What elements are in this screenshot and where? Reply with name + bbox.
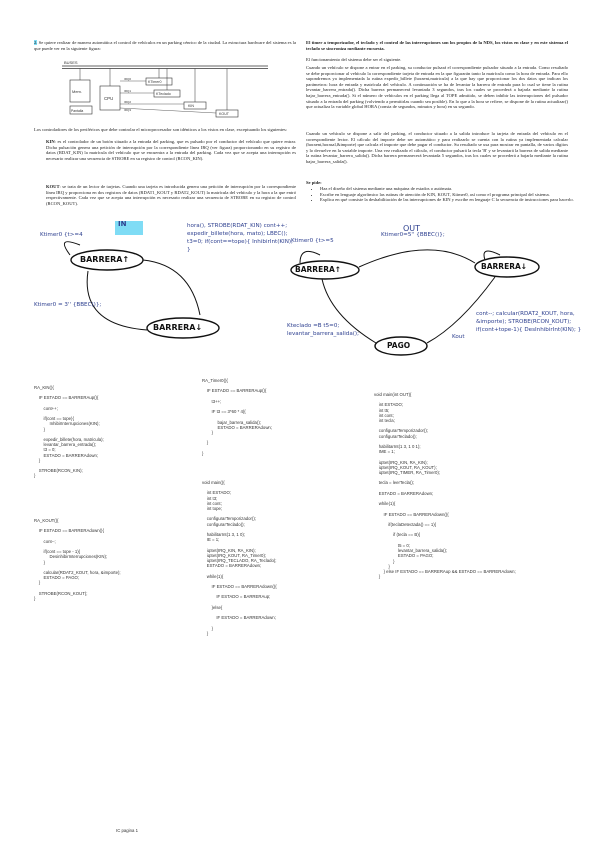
ktimer-out2-note: Ktimer0=5'' {BBEC()}; bbox=[381, 232, 445, 238]
code-timer-rsi: RA_Timer0(){ IF ESTADO == BARRERAup(){ t3++; IF t3 == 3*60 * 4){ bajar_barrera_salida(); ESTADO = BARRERAdown; } } } bbox=[202, 378, 273, 456]
ktimer-out-note: Ktimer0 {t>=5 bbox=[291, 238, 334, 244]
func-title: El funcionamiento del sistema debe ser el siguiente. bbox=[306, 57, 402, 62]
state-pago: PAGO bbox=[387, 341, 411, 350]
code-main-left: void main(){ int ESTADO; int t3; int cont; int tope; configurarTemporizador(); configurarTeclado(); habilitarInt(1 3, 1 0); IE = 1; iqSet(IRQ_KIN, RA_KIN); iqSet(IRQ_KOUT, RA_Timer0); iqSet(IRQ_TECLADO, RA_Teclado); ESTADO = BARRERAdown; while(1){ IF ESTADO == BARRERAdown(){ IF ESTADO = BARRERAup; }else{ IF ESTADO = BARRERAdown; } } bbox=[202, 480, 277, 636]
out-label: OUT bbox=[403, 224, 421, 233]
pide-list bbox=[306, 186, 578, 203]
problem-intro-text: Se quiere realizar de manera automática el control de vehículos en un parking cénrico de la ciudad. La estructura hardware del sistema es la que puede ver en la siguiente figura: bbox=[34, 40, 296, 51]
right-paragraph-1: Cuando un vehículo se dispone a entrar en el parking, su conductor pulsará el correspondiente pulsador situado a la entrada. Como resultado se debe proporcionar al vehículo la correspondiente tarjeta de entrada en la que figurarán tanto la matrícula como la hora de entrada. Para ello supondremos ya implementada la rutina expedir_billete (horaent,matricula) a la que hay que proporcionar los dos datos que indican los parámetros: hora de entrada y matrícula del vehículo. A continuación se ha de levantar la barrera de entrada para lo cual se tiene la rutina levantar_barrera_entrada(). Dicha barrera permanecerá levantada 3 segundos, tras los cuales se procederá a bajarla mediante la rutina bajar_barrera_entrada(). Si el número de vehículos en el parking llega al TOPE admitido, se deben inhibir las interrupciones del pulsador situado a la entrada del parking (volviendo a permitirlas cuando sea posible). En lo que a la hora se refiere, se dispone de la rutina actualizar() que actualiza la variable global HORA (consta de segundos, minutos y hora) en su segundo. bbox=[306, 65, 568, 110]
transition-up-down bbox=[143, 260, 200, 315]
kteclado-note: Kteclado =B t5=0; levantar_barrera_salida(); bbox=[287, 323, 359, 337]
problem-intro bbox=[34, 40, 296, 51]
pide-title: Se pide: bbox=[306, 180, 322, 185]
page-footer: IC pagina 1 bbox=[116, 828, 138, 833]
code-kout-rsi: RA_KOUT(){ IF ESTADO == BARRERAdown(){ cont--; if(cont == tope - 1){ DesinhibirInterrupciones(KIN); } calcular(RDAT2_KOUT, hora, &importe); ESTADO = PAGO; } STROBE(RCON_KOUT); } bbox=[34, 518, 121, 602]
kout-brace-note: cont--; calcular(RDAT2_KOUT, hora, &importe); STROBE(RCON_KOUT); if(cont+tope-1){ DesInhibirInt(KIN); } bbox=[476, 311, 582, 333]
code-main-right: void main(int OUT){ int ESTADO; int t5; int cont; int tecla; configurarTemporizador(); configurarTeclado(); habilitarInt(1 3, 1 0 1); IME = 1; iqSet(IRQ_KIN, RA_KIN); iqSet(IRQ_KOUT, RA_KOUT); iqSet(IRQ_TIMER, RA_Timer0); tecla = leerTecla(); ESTADO = BARRERAdown; while(1){ IF ESTADO == BARRERAdown(){ if(teclaDetectada() == 1){ if (tecla == B){ t5 = 0; levantar_barrera_salida(); ESTADO = PAGO; } } } else IF ESTADO == BARRERAup && ESTADO == BARRERAdown; } bbox=[374, 392, 516, 580]
state-barrera-up2: BARRERA↑ bbox=[295, 265, 342, 274]
buses-label: BUSES bbox=[64, 60, 78, 65]
kin-brace-note: hora(), STROBE(RDAT_KIN) cont++; expedir_billete(hora, mato); LBEC(); t3=0; if(cont==tope){ InhibirInt(KIN); } bbox=[187, 223, 293, 253]
state-barrera-up: BARRERA↑ bbox=[80, 255, 130, 264]
pide-item: • Explica en qué consiste la deshabilitación de las interrupciones de KIN y escribe en lenguaje C la secuencia de instrucciones para hacerlo. bbox=[320, 197, 578, 203]
right-paragraph-2: Cuando un vehículo se dispone a salir del parking, el conductor situado a la salida introduce la tarjeta de entrada del vehículo en el correspondiente lector. El cálculo del importe debe ser automático y para realizarlo se cuenta con la rutina ya implementada calcular (horaent,horasal,&importe) que calcula el importe que debe pagar el conductor. Su resultado se usa para mostrar en pantalla, de varios dígitos y lo devuelve en la variable importe. Una vez realizado el cálculo, el conductor pulsará la tecla 'B' y se levantará la barrera de salida mediante la rutina levantar_barrera_salida(). Dicha barrera permanecerá levantada 5 segundos, tras los cuales se procederá a bajarla mediante la rutina bajar_barrera_salida(). bbox=[306, 131, 568, 164]
state-barrera-down: BARRERA↓ bbox=[153, 323, 203, 332]
in-label: IN bbox=[118, 220, 127, 228]
mem-label: Mem. bbox=[72, 89, 82, 94]
code-kin-rsi: RA_KIN(){ IF ESTADO == BARRERAup(){ cont++; if(cont == tope){ InhibirInterrupciones(KIN); } expedir_billete(hora, matricula); levantar_barrera_entrada(); t3 = 0; ESTADO = BARRERAdown; } STROBE(RCON_KIN); } bbox=[34, 385, 104, 479]
transition-up2-down2 bbox=[359, 250, 475, 267]
right-heading: El timer a temporizador, el teclado y el control de las interrupciones son los propios de la NDS, los vistos en clase y en este sistema el teclado se sincroniza mediante encuesta. bbox=[306, 40, 568, 51]
irq1-label: IRQ1 bbox=[124, 89, 132, 93]
hardware-diagram bbox=[56, 60, 276, 122]
ktimer0-label: KTimer0 bbox=[148, 80, 162, 84]
ktimer-t3-note: Ktimer0 = 3'' {BBEC()}; bbox=[34, 302, 102, 308]
kin-block-label: KIN bbox=[188, 104, 194, 108]
kout-label: KOUT bbox=[46, 184, 60, 189]
controllers-text: Los controladores de los periféricos que debe controlar el microprocesador son idénticos a los vistos en clase, exceptuando los siguientes: bbox=[34, 127, 288, 132]
self-loop-up bbox=[64, 242, 80, 255]
transition-down-up bbox=[87, 271, 147, 330]
pide-item: • Escribe en lenguaje algorítmico las rutinas de atención de KIN, KOUT, Ktimer0, así como el programa principal del sistema. bbox=[320, 192, 578, 198]
irq2-label: IRQ2 bbox=[124, 100, 132, 104]
irq3-label: IRQ3 bbox=[124, 108, 132, 112]
kout-paragraph bbox=[46, 184, 296, 206]
state-barrera-down2: BARRERA↓ bbox=[481, 262, 528, 271]
problem-number: 2. bbox=[34, 40, 38, 45]
pide-item: • Haz el diseño del sistema mediante una máquina de estados o autómata. bbox=[320, 186, 578, 192]
irq0-label: IRQ0 bbox=[124, 77, 132, 81]
cpu-label: CPU bbox=[104, 96, 114, 101]
kteclado-label: KTeclado bbox=[156, 92, 171, 96]
ktimer-t4-note: Ktimer0 {t>=4 bbox=[40, 232, 83, 238]
kout-text: : se trata de un lector de tarjetas. Cuando una tarjeta es introducida genera una petición de interrupción por la correspondiente línea IRQ y proporciona en dos registros de datos (RDAT1_KOUT y RDAT2_KOUT) la matrícula del vehículo y la hora a la que entró respectivamente. Cada vez que se acepta una interrupción es necesario realizar una secuencia de STROBE en su registro de control (RCON_KOUT). bbox=[46, 184, 296, 206]
kout-note: Kout bbox=[452, 334, 465, 340]
pantalla-label: Pantalla bbox=[71, 109, 84, 113]
kin-label: KIN bbox=[46, 139, 55, 144]
kin-text: : es el controlador de un botón situado a la entrada del parking, que es pulsado por el conductor del vehículo que quiere entrar. Dicha pulsación genera una petición de interrupción por la correspondiente línea IRQ (ver figura) proporcionando en su registro de datos (RDAT_KIN) la matrícula del vehículo que se encuentra a la entrada del parking. Cada vez que se acepta una interrupción es necesario realizar una secuencia de STROBE en su registro de control (RCON_KIN). bbox=[46, 139, 296, 161]
kout-block-label: KOUT bbox=[219, 112, 229, 116]
kin-paragraph bbox=[46, 139, 296, 161]
